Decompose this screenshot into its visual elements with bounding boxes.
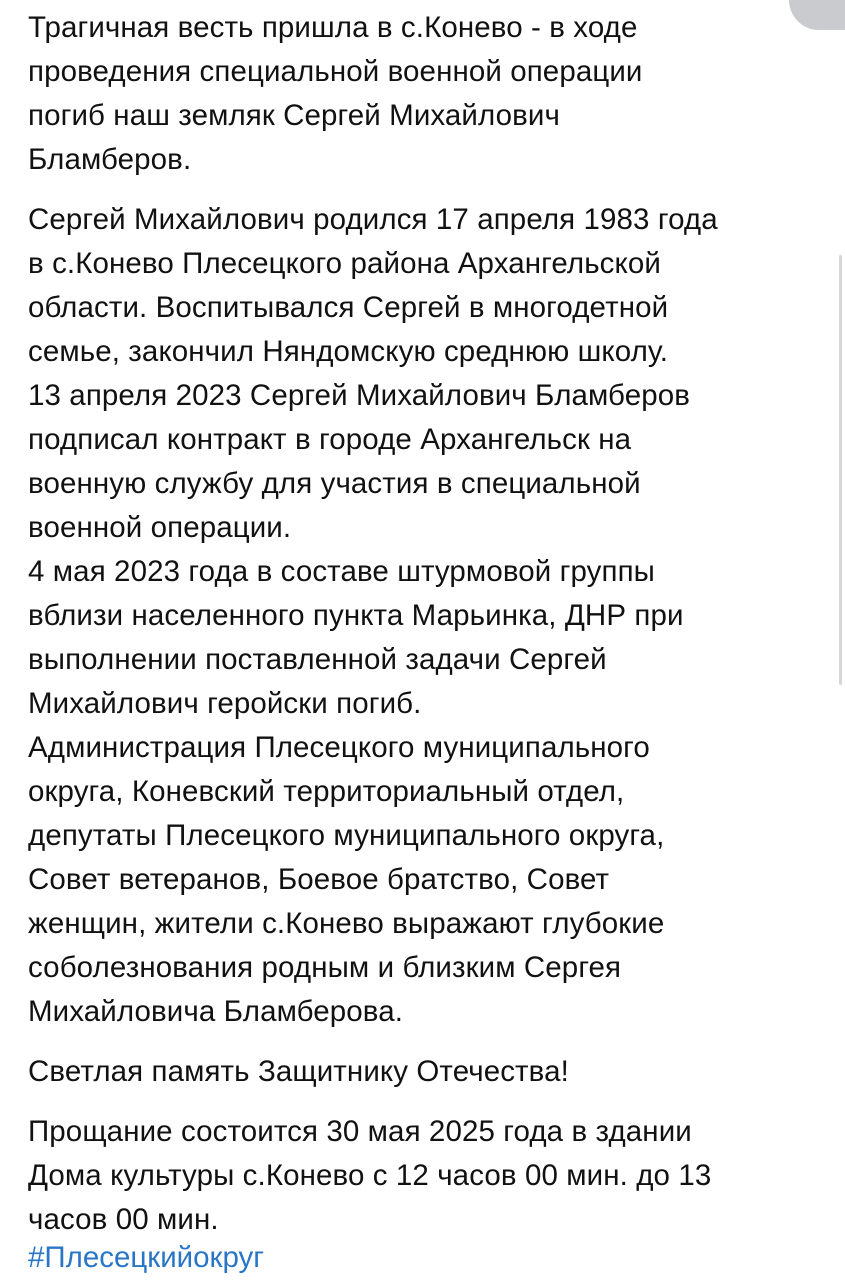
post-text [28, 6, 828, 1242]
paragraph-death: 4 мая 2023 года в составе штурмовой группы вблизи населенного пункта Марьинка, ДНР при выполнении поставленной задачи Сергей Михайлович геройски погиб. [28, 555, 684, 720]
paragraph-biography: Сергей Михайлович родился 17 апреля 1983 года в с.Конево Плесецкого района Архангельской области. Воспитывался Сергей в многодетной семье, закончил Няндомскую среднюю школу. [28, 203, 718, 368]
paragraph-condolences: Администрация Плесецкого муниципального округа, Коневский территориальный отдел, депутаты Плесецкого муниципального округа, Совет ветеранов, Боевое братство, Совет женщин, жители с.Конево выражают глубокие соболезнования родным и близким Сергея Михайловича Бламберова. [28, 731, 665, 1028]
scrollbar[interactable] [839, 255, 842, 685]
paragraph-intro: Трагичная весть пришла в с.Конево - в ходе проведения специальной военной операции погиб наш земляк Сергей Михайлович Бламберов. [28, 11, 643, 176]
paragraph-contract: 13 апреля 2023 Сергей Михайлович Бламберов подписал контракт в городе Архангельск на военную службу для участия в специальной военной операции. [28, 379, 691, 544]
paragraph-farewell: Прощание состоится 30 мая 2025 года в здании Дома культуры с.Конево с 12 часов 00 мин. до 13 часов 00 мин. [28, 1115, 712, 1236]
hashtag-link[interactable]: #Плесецкийокруг [28, 1241, 265, 1274]
paragraph-memory: Светлая память Защитнику Отечества! [28, 1055, 569, 1088]
